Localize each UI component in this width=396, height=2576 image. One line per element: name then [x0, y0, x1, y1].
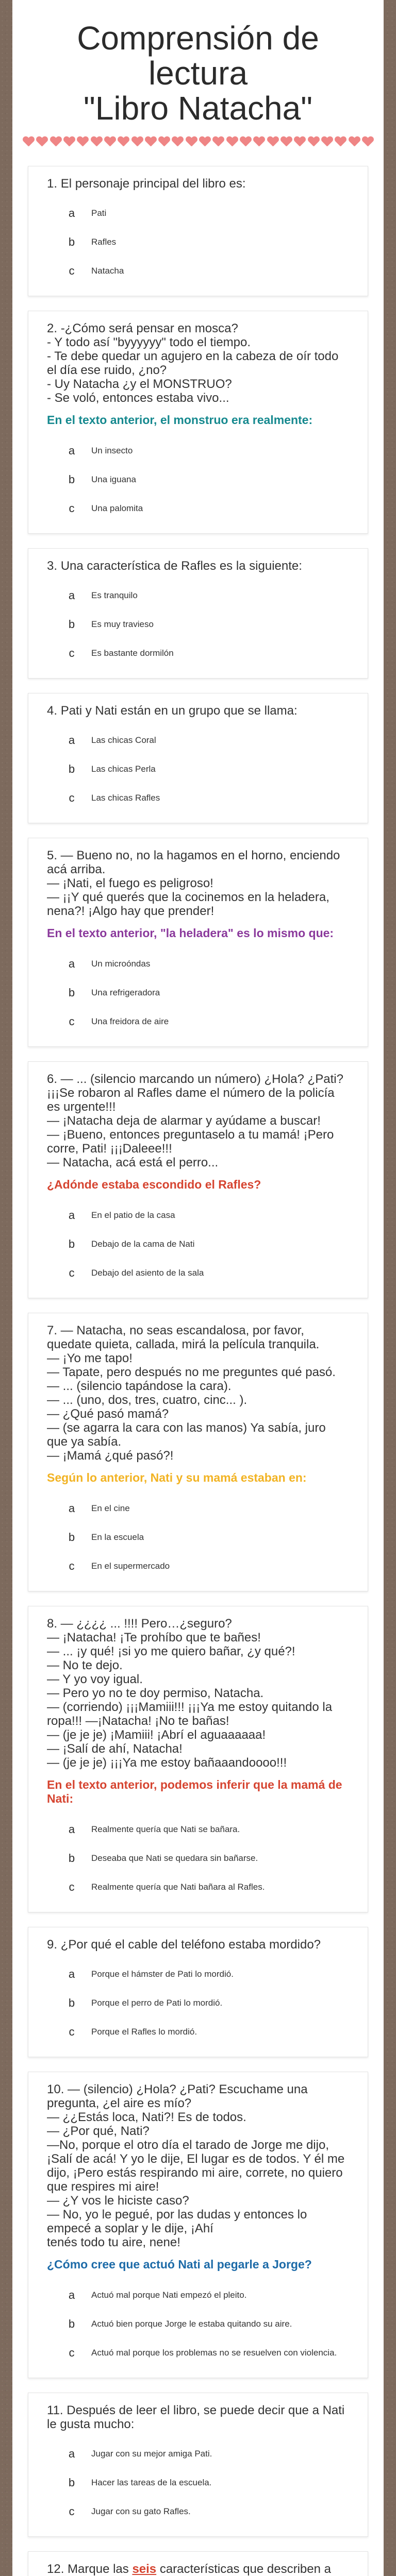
- option-text: Pati: [91, 208, 107, 218]
- heart-icon: [308, 137, 319, 148]
- answer-option[interactable]: [47, 1230, 349, 1259]
- heart-icon: [280, 137, 292, 148]
- page-title: Comprensión de lectura "Libro Natacha": [77, 20, 319, 127]
- question-card: [28, 548, 368, 679]
- option-letter: a: [68, 1209, 75, 1222]
- option-text: Es tranquilo: [91, 590, 138, 600]
- question-body: Una característica de Rafles es la siguiente:: [60, 559, 302, 573]
- heart-border: [12, 133, 384, 151]
- question-body: 6. — ... (silencio marcando un número) ¿Hola? ¿Pati? ¡¡¡Se robaron al Rafles dame el número de la policía es urgente!!! — ¡Natacha deja de alarmar y ayúdame a buscar! — ¡Bueno, entonces preguntaselo a tu mamá! ¡Pero corre, Pati! ¡¡¡Daleee!!! — Natacha, acá está el perro...: [47, 1072, 343, 1170]
- question-list: [12, 166, 384, 2576]
- option-letter: a: [68, 734, 75, 747]
- question-text: [47, 1617, 349, 1770]
- option-text: En la escuela: [91, 1532, 144, 1542]
- question-prompt: Según lo anterior, Nati y su mamá estaban en:: [47, 1471, 307, 1484]
- option-letter: b: [68, 2476, 75, 2489]
- answer-option[interactable]: [47, 639, 349, 668]
- question-text: [47, 1072, 349, 1170]
- question-text: [47, 559, 349, 573]
- heart-icon: [23, 137, 34, 148]
- option-text: Las chicas Rafles: [91, 793, 160, 803]
- answer-option[interactable]: [47, 950, 349, 978]
- heart-icon: [63, 137, 75, 148]
- answer-option[interactable]: [47, 257, 349, 285]
- heart-icon: [362, 137, 373, 148]
- question-text: [47, 1324, 349, 1463]
- question-card: [28, 166, 368, 296]
- question-body: Después de leer el libro, se puede decir que a Nati le gusta mucho:: [47, 2403, 345, 2431]
- heart-icon: [199, 137, 210, 148]
- option-letter: a: [68, 957, 75, 970]
- question-text: [47, 321, 349, 405]
- answer-option[interactable]: [47, 199, 349, 228]
- question-text: [47, 849, 349, 918]
- option-text: Rafles: [91, 237, 117, 247]
- option-text: En el patio de la casa: [91, 1210, 175, 1220]
- question-number: 3.: [47, 559, 58, 573]
- option-text: Realmente quería que Nati bañara al Rafles.: [91, 1882, 265, 1892]
- option-letter: c: [69, 1266, 75, 1279]
- option-text: Debajo del asiento de la sala: [91, 1268, 204, 1278]
- question-card: [28, 838, 368, 1047]
- option-text: Actuó mal porque los problemas no se resuelven con violencia.: [91, 2348, 337, 2358]
- heart-icon: [267, 137, 278, 148]
- option-text: Las chicas Perla: [91, 764, 156, 774]
- question-text: [47, 2082, 349, 2249]
- answer-option[interactable]: [47, 1960, 349, 1989]
- option-text: Realmente quería que Nati se bañara.: [91, 1824, 240, 1834]
- option-letter: b: [68, 1996, 75, 2009]
- option-text: Actuó bien porque Jorge le estaba quitando su aire.: [91, 2319, 292, 2329]
- question-number: 1.: [47, 177, 58, 191]
- heart-icon: [253, 137, 265, 148]
- answer-option[interactable]: [47, 581, 349, 610]
- worksheet-page: [12, 0, 384, 2576]
- option-text: Jugar con su mejor amiga Pati.: [91, 2449, 212, 2459]
- heart-icon: [335, 137, 346, 148]
- question-card: [28, 2393, 368, 2537]
- option-letter: c: [69, 264, 75, 277]
- option-letter: b: [68, 235, 75, 248]
- option-letter: a: [68, 2289, 75, 2301]
- answer-option[interactable]: [47, 1494, 349, 1523]
- question-number: 11.: [47, 2403, 63, 2417]
- answer-option[interactable]: [47, 1007, 349, 1036]
- answer-option[interactable]: [47, 228, 349, 257]
- question-prompt: ¿Cómo cree que actuó Nati al pegarle a Jorge?: [47, 2258, 312, 2271]
- option-letter: c: [69, 1560, 75, 1572]
- heart-icon: [240, 137, 251, 148]
- heart-icon: [36, 137, 47, 148]
- option-text: Una palomita: [91, 503, 143, 513]
- option-text: Deseaba que Nati se quedara sin bañarse.: [91, 1853, 258, 1863]
- heart-icon: [91, 137, 102, 148]
- question-text: [47, 2403, 349, 2431]
- answer-option[interactable]: [47, 610, 349, 639]
- heart-icon: [212, 137, 224, 148]
- option-letter: c: [69, 791, 75, 804]
- option-text: Es muy travieso: [91, 619, 154, 629]
- question-prompt: En el texto anterior, el monstruo era realmente:: [47, 413, 313, 427]
- option-text: En el cine: [91, 1503, 130, 1513]
- answer-option[interactable]: [47, 1523, 349, 1552]
- option-letter: b: [68, 2317, 75, 2330]
- question-body: 8. — ¿¿¿¿ ... !!!! Pero…¿seguro? — ¡Natacha! ¡Te prohíbo que te bañes! — ... ¡y qué! ¡si yo me quiero bañar, ¿y qué?! — No te dejo. — Y yo voy igual. — Pero yo no te doy permiso, Natacha. — (corriendo) ¡¡¡Mamiii!!! ¡¡¡Ya me estoy quitando la ropa!!! —¡Natacha! ¡No te bañas! — (je je je) ¡Mamiii! ¡Abrí el aguaaaaaa! — ¡Salí de ahí, Natacha! — (je je je) ¡¡¡Ya me estoy bañaaandoooo!!!: [47, 1617, 333, 1770]
- question-card: [28, 1927, 368, 2057]
- question-prompt: En el texto anterior, "la heladera" es lo mismo que:: [47, 926, 334, 940]
- question-number: 4.: [47, 704, 58, 718]
- option-letter: b: [68, 1852, 75, 1865]
- question-text: [47, 177, 349, 191]
- question-prompt: ¿Adónde estaba escondido el Rafles?: [47, 1178, 261, 1191]
- heart-icon: [349, 137, 360, 148]
- heart-icon: [321, 137, 333, 148]
- question-card: [28, 693, 368, 823]
- option-text: Natacha: [91, 266, 124, 276]
- option-letter: a: [68, 1502, 75, 1515]
- question-number: 2.: [47, 321, 58, 335]
- option-letter: b: [68, 762, 75, 775]
- option-text: Jugar con su gato Rafles.: [91, 2506, 191, 2516]
- option-letter: c: [69, 1880, 75, 1893]
- option-text: Una iguana: [91, 474, 136, 484]
- heart-icon: [118, 137, 129, 148]
- option-text: Porque el perro de Pati lo mordió.: [91, 1998, 223, 2008]
- heart-icon: [145, 137, 156, 148]
- answer-option[interactable]: [47, 1201, 349, 1230]
- question-text: [47, 704, 349, 718]
- answer-option[interactable]: [47, 2468, 349, 2497]
- answer-option[interactable]: [47, 755, 349, 784]
- answer-option[interactable]: [47, 2338, 349, 2367]
- answer-option[interactable]: [47, 1552, 349, 1581]
- option-letter: a: [68, 1968, 75, 1980]
- option-text: Porque el hámster de Pati lo mordió.: [91, 1969, 234, 1979]
- answer-option[interactable]: [47, 2281, 349, 2310]
- heart-icon: [50, 137, 61, 148]
- answer-option[interactable]: [47, 436, 349, 465]
- option-text: Un microóndas: [91, 959, 151, 969]
- question-card: [28, 1606, 368, 1912]
- heart-icon: [186, 137, 197, 148]
- option-letter: a: [68, 207, 75, 219]
- question-text-part: características que describen a: [159, 2562, 331, 2576]
- answer-option[interactable]: [47, 2310, 349, 2338]
- question-text: [47, 1938, 349, 1952]
- question-prompt: En el texto anterior, podemos inferir que la mamá de Nati:: [47, 1778, 342, 1805]
- question-body: ¿Por qué el cable del teléfono estaba mordido?: [60, 1938, 321, 1952]
- heart-icon: [226, 137, 238, 148]
- option-text: Debajo de la cama de Nati: [91, 1239, 195, 1249]
- heart-icon: [158, 137, 170, 148]
- question-card: [28, 1061, 368, 1298]
- question-number: 12.: [47, 2562, 64, 2576]
- question-body: 10. — (silencio) ¿Hola? ¿Pati? Escuchame una pregunta, ¿el aire es mío? — ¿¿Estás loca, Nati?! Es de todos. — ¿Por qué, Nati? —No, porque el otro día el tarado de Jorge me dijo, ¡Salí de acá! Y yo le dije, El lugar es de todos. Y él me dijo, ¡Pero estás respirando mi aire, correte, no quiero que respires mi aire! — ¿Y vos le hiciste caso? — No, yo le pegué, por las dudas y entonces lo empecé a soplar y le dije, ¡Ahí tenés todo tu aire, nene!: [47, 2082, 345, 2249]
- question-card: [28, 2072, 368, 2378]
- question-body: 5. — Bueno no, no la hagamos en el horno, enciendo acá arriba. — ¡Nati, el fuego es peligroso! — ¡¡Y qué querés que la cocinemos en la heladera, nena?! ¡Algo hay que prender!: [47, 849, 340, 918]
- option-letter: a: [68, 2447, 75, 2460]
- question-card: [28, 2551, 368, 2576]
- answer-option[interactable]: [47, 1259, 349, 1287]
- heart-icon: [172, 137, 183, 148]
- heart-icon: [294, 137, 305, 148]
- question-card: [28, 1313, 368, 1591]
- answer-option[interactable]: [47, 978, 349, 1007]
- heart-icon: [77, 137, 88, 148]
- answer-option[interactable]: [47, 784, 349, 812]
- answer-option[interactable]: [47, 465, 349, 494]
- answer-option[interactable]: [47, 1844, 349, 1873]
- question-body: -¿Cómo será pensar en mosca? - Y todo así "byyyyyy" todo el tiempo. - Te debe quedar un agujero en la cabeza de oír todo el día ese ruido, ¿no? - Uy Natacha ¿y el MONSTRUO? - Se voló, entonces estaba vivo...: [47, 321, 339, 405]
- option-letter: c: [69, 1015, 75, 1028]
- heart-icon: [131, 137, 143, 148]
- answer-option[interactable]: [47, 1873, 349, 1902]
- answer-option[interactable]: [47, 494, 349, 523]
- option-text: Un insecto: [91, 446, 133, 455]
- option-letter: c: [69, 2025, 75, 2038]
- worksheet-header: [12, 0, 384, 133]
- answer-option[interactable]: [47, 726, 349, 755]
- question-body: 7. — Natacha, no seas escandalosa, por favor, quedate quieta, callada, mirá la película tranquila. — ¡Yo me tapo! — Tapate, pero después no me preguntes qué pasó. — ... (silencio tapándose la cara). — ... (uno, dos, tres, cuatro, cinc... ). — ¿Qué pasó mamá? — (se agarra la cara con las manos) Ya sabía, juro que ya sabía. — ¡Mamá ¿qué pasó?!: [47, 1324, 336, 1463]
- option-text: Porque el Rafles lo mordió.: [91, 2027, 197, 2037]
- option-text: En el supermercado: [91, 1561, 170, 1571]
- option-letter: c: [69, 2505, 75, 2518]
- option-letter: a: [68, 1823, 75, 1836]
- option-text: Una freidora de aire: [91, 1016, 169, 1026]
- option-text: Las chicas Coral: [91, 735, 156, 745]
- option-text: Actuó mal porque Nati empezó el pleito.: [91, 2290, 247, 2300]
- option-text: Una refrigeradora: [91, 988, 160, 997]
- answer-option[interactable]: [47, 1815, 349, 1844]
- highlight-word: seis: [132, 2562, 157, 2576]
- option-text: Es bastante dormilón: [91, 648, 174, 658]
- answer-option[interactable]: [47, 2018, 349, 2046]
- option-letter: c: [69, 647, 75, 659]
- option-letter: c: [69, 502, 75, 515]
- answer-option[interactable]: [47, 1989, 349, 2018]
- question-card: [28, 311, 368, 534]
- question-body: El personaje principal del libro es:: [60, 177, 246, 191]
- option-letter: b: [68, 1531, 75, 1544]
- question-number: 9.: [47, 1938, 58, 1952]
- option-letter: b: [68, 618, 75, 631]
- option-letter: c: [69, 2346, 75, 2359]
- option-letter: a: [68, 444, 75, 457]
- option-letter: a: [68, 589, 75, 602]
- answer-option[interactable]: [47, 2439, 349, 2468]
- question-body: Pati y Nati están en un grupo que se llama:: [60, 704, 298, 718]
- question-text: [47, 2562, 349, 2576]
- option-letter: b: [68, 986, 75, 999]
- option-letter: b: [68, 1238, 75, 1250]
- answer-option[interactable]: [47, 2497, 349, 2526]
- option-text: Hacer las tareas de la escuela.: [91, 2478, 212, 2487]
- heart-icon: [104, 137, 116, 148]
- option-letter: b: [68, 473, 75, 486]
- question-text-part: Marque las: [68, 2562, 133, 2576]
